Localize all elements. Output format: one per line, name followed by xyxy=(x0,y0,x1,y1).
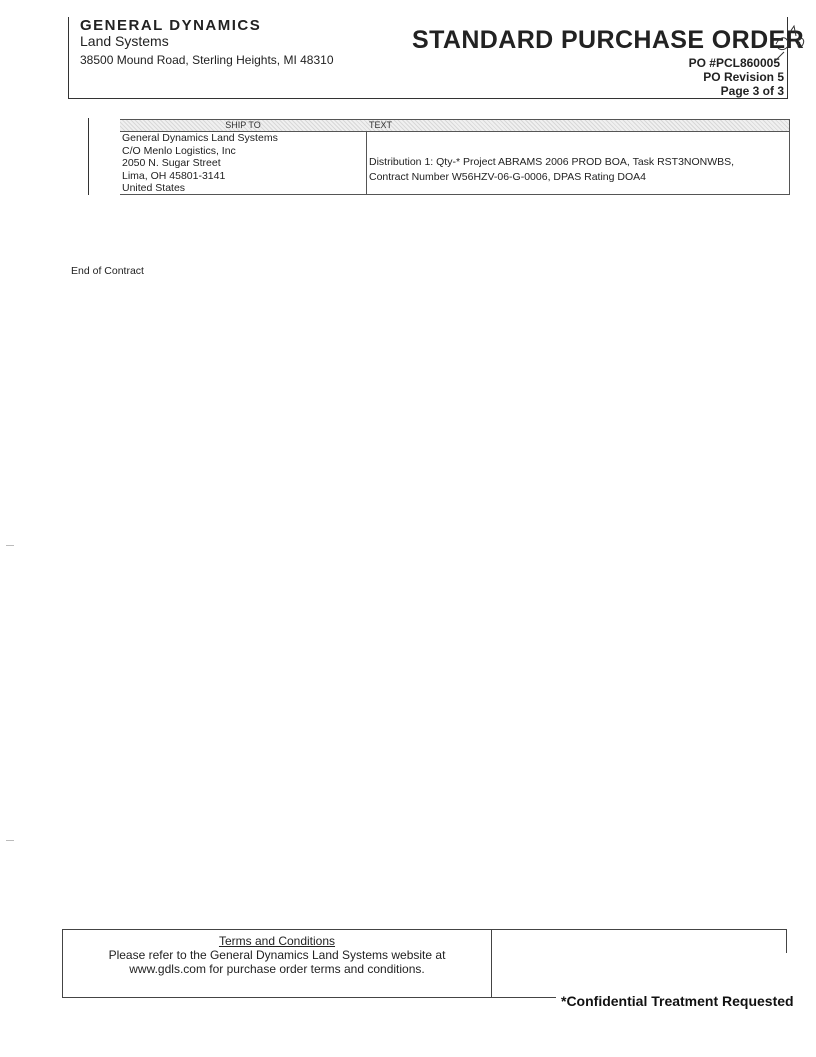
distribution-line-1: Distribution 1: Qty-* Project ABRAMS 2006 PROD BOA, Task RST3NONWBS, xyxy=(369,156,735,168)
left-bracket-rule xyxy=(88,118,89,195)
text-column xyxy=(366,120,789,194)
company-address: 38500 Mound Road, Sterling Heights, MI 48310 xyxy=(80,53,334,67)
document-title: STANDARD PURCHASE ORDER xyxy=(412,26,805,54)
end-of-contract: End of Contract xyxy=(71,265,144,277)
terms-line-2: www.gdls.com for purchase order terms and conditions. xyxy=(129,962,425,976)
ship-to-line: United States xyxy=(122,182,186,194)
distribution-line-2: Contract Number W56HZV-06-G-0006, DPAS Rating DOA4 xyxy=(369,171,646,183)
margin-mark xyxy=(6,545,14,546)
ship-to-header: SHIP TO xyxy=(120,120,366,132)
ship-to-table xyxy=(120,119,790,195)
signature-box-side xyxy=(786,929,787,953)
text-header: TEXT xyxy=(366,120,789,132)
company-subtitle: Land Systems xyxy=(80,33,169,49)
handwritten-mark-icon xyxy=(772,22,812,62)
ship-to-line: 2050 N. Sugar Street xyxy=(122,157,221,169)
terms-title: Terms and Conditions xyxy=(218,934,336,948)
po-revision: PO Revision 5 xyxy=(703,70,784,84)
margin-mark xyxy=(6,840,14,841)
footer-rule xyxy=(491,997,556,998)
ship-to-line: C/O Menlo Logistics, Inc xyxy=(122,144,236,157)
ship-to-column xyxy=(120,120,367,194)
terms-line-1: Please refer to the General Dynamics Land Systems website at xyxy=(108,948,446,962)
confidential-notice: *Confidential Treatment Requested xyxy=(561,993,794,1009)
signature-box-top xyxy=(491,929,787,930)
ship-to-line: Lima, OH 45801-3141 xyxy=(122,169,226,182)
company-name: GENERAL DYNAMICS xyxy=(80,17,262,34)
page-count: Page 3 of 3 xyxy=(720,84,784,98)
po-number: PO #PCL860005 xyxy=(688,56,780,70)
ship-to-line: General Dynamics Land Systems xyxy=(122,132,278,144)
